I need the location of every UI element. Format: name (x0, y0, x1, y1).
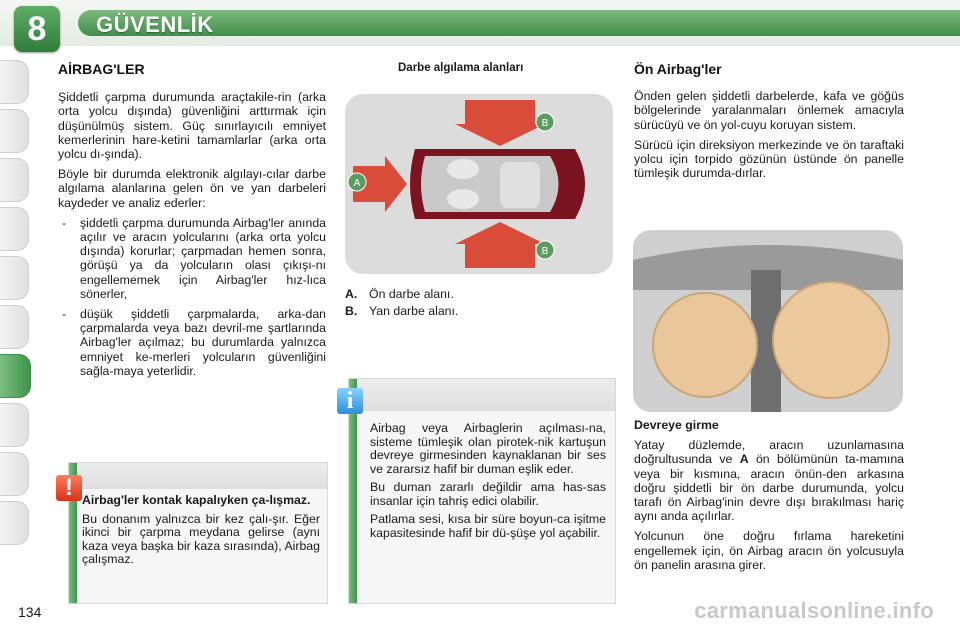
page-number: 134 (18, 604, 42, 620)
chapter-tab[interactable] (0, 452, 29, 496)
section-heading-airbags: AİRBAG'LER (58, 61, 145, 77)
legend-key: B. (345, 304, 358, 318)
front-seat-right (447, 189, 479, 209)
passenger-airbag (773, 282, 889, 398)
info-note-paragraph: Airbag veya Airbaglerin açılması-na, sisteme tümleşik olan pirotek-nik kartuşun devreye girmesinden kaynaklanan bir ses ve zararsız hafif bir duman eşlik eder. (370, 421, 606, 476)
chapter-tab[interactable] (0, 207, 29, 251)
chapter-tab[interactable] (0, 60, 29, 104)
deployment-section (634, 418, 904, 578)
driver-airbag (653, 293, 757, 397)
chapter-number-badge: 8 (14, 6, 60, 52)
note-header (357, 379, 615, 411)
info-note-text (370, 422, 606, 545)
info-icon: i (337, 388, 363, 414)
warning-icon: ! (56, 475, 82, 501)
chapter-tab[interactable] (0, 305, 29, 349)
legend-item (345, 303, 458, 320)
deployment-text-end: ön bölümünün ta-mamına veya bir kısmına, aracın önün-den arkasına doğru şiddetli bir ön darbe durumunda, yolcu tarafı ön Airbag'inin devre dışı bırakılması hariç aynı anda açılırlar. (634, 452, 905, 524)
zone-label-b-top: B (541, 118, 549, 129)
right-column (634, 62, 904, 186)
legend-item (345, 286, 458, 303)
legend-text: Yan darbe alanı. (369, 304, 459, 318)
deployment-subheading: Devreye girme (634, 418, 719, 432)
chapter-tab[interactable] (0, 403, 29, 447)
front-airbags-paragraph: Önden gelen şiddetli darbelerde, kafa ve göğüs bölgelerinde yaralanmaları önlemek amacıyla sürücüyü ve ön yol-cuyu koruyan sistem. (634, 89, 904, 132)
section-heading-front-airbags: Ön Airbag'ler (634, 61, 722, 77)
zone-a-reference: A (739, 452, 749, 467)
warning-note-text (82, 494, 320, 572)
passenger-movement-paragraph: Yolcunun öne doğru fırlama hareketini engellemek için, ön Airbag aracın ön yolcusuyla ön panelin arasına girer. (634, 529, 904, 572)
deployment-text-start: Yatay düzlemde, aracın uzunlamasına doğrultusunda ve (634, 438, 904, 467)
chapter-tab[interactable] (0, 501, 29, 545)
bullet-marker: - (62, 215, 67, 230)
left-column (58, 62, 326, 384)
intro-paragraph: Şiddetli çarpma durumunda araçtakile-rin (arka orta yolcu dışında) güvenliğini arttırmak için düşünülmüş sistem. Güç sınırlayıcılı emniyet kemerlerinin hare-ketini tamamlarlar (arka orta yolcu dı-şında). (58, 90, 326, 162)
chapter-tab[interactable] (0, 109, 29, 153)
chapter-tab[interactable] (0, 256, 29, 300)
side-impact-arrow-bottom (455, 222, 545, 268)
deployed-airbags-illustration (633, 230, 903, 412)
zone-label-b-bottom: B (541, 246, 549, 257)
list-item-text: şiddetli çarpma durumunda Airbag'ler anında açılır ve aracın yolcularını (arka orta yolcu dışında) korurlar; çarpmadan hemen sonra, görüşü ya da yolcuların olası çıkışı-nı engellememek için Airbag'ler hız-lıca sönerler, (80, 215, 326, 301)
chapter-tabs (0, 60, 34, 550)
chapter-tab[interactable] (0, 158, 29, 202)
bullet-marker: - (62, 307, 67, 322)
watermark: carmanualsonline.info (694, 598, 934, 623)
car-top-view-illustration (345, 94, 613, 274)
list-item (58, 216, 326, 301)
detection-paragraph: Böyle bir durumda elektronik algılayı-cılar darbe algılama alanlarına gelen ön ve yan darbeleri kaydeder ve analiz ederler: (58, 167, 326, 210)
chapter-tab-active[interactable] (0, 354, 31, 398)
info-note-paragraph: Bu duman zararlı değildir ama has-sas insanlar için tahriş edici olabilir. (370, 480, 606, 508)
rear-seat (500, 162, 540, 208)
legend-text: Ön darbe alanı. (369, 287, 454, 301)
list-item-text: düşük şiddetli çarpmalarda, arka-dan çarpmalarda veya bazı devril-me şartlarında Airbag'ler açılmaz; bu durumlarda yalnızca emniyet ke-merleri yolcuların güvenliğini sağla-maya yeterlidir. (80, 307, 326, 378)
front-seat-left (447, 159, 479, 179)
legend-key: A. (345, 287, 358, 301)
figure-title: Darbe algılama alanları (398, 62, 524, 74)
list-item (58, 307, 326, 378)
figure-legend (345, 286, 458, 320)
impact-zones-diagram (345, 94, 613, 274)
side-impact-arrow-top (455, 100, 545, 146)
warning-note-title: Airbag'ler kontak kapalıyken ça-lışmaz. (82, 493, 311, 507)
chapter-title: GÜVENLİK (96, 12, 214, 37)
front-airbags-deployed-photo (633, 230, 903, 412)
note-header (77, 463, 327, 489)
zone-label-a: A (353, 178, 361, 189)
warning-note-body: Bu donanım yalnızca bir kez çalı-şır. Eğer ikinci bir çarpma meydana gelirse (aynı kaza veya başka bir kaza sırasında), Airbag çalışmaz. (82, 511, 320, 566)
info-note-paragraph: Patlama sesi, kısa bir süre boyun-ca işitme kapasitesinde hafif bir dü-şüşe yol açabilir. (370, 512, 606, 540)
deployment-paragraph (634, 438, 904, 523)
front-airbags-location-paragraph: Sürücü için direksiyon merkezinde ve ön taraftaki yolcu için torpido gözünün üstünde ön panelle tümleşik durumda-dırlar. (634, 137, 904, 181)
